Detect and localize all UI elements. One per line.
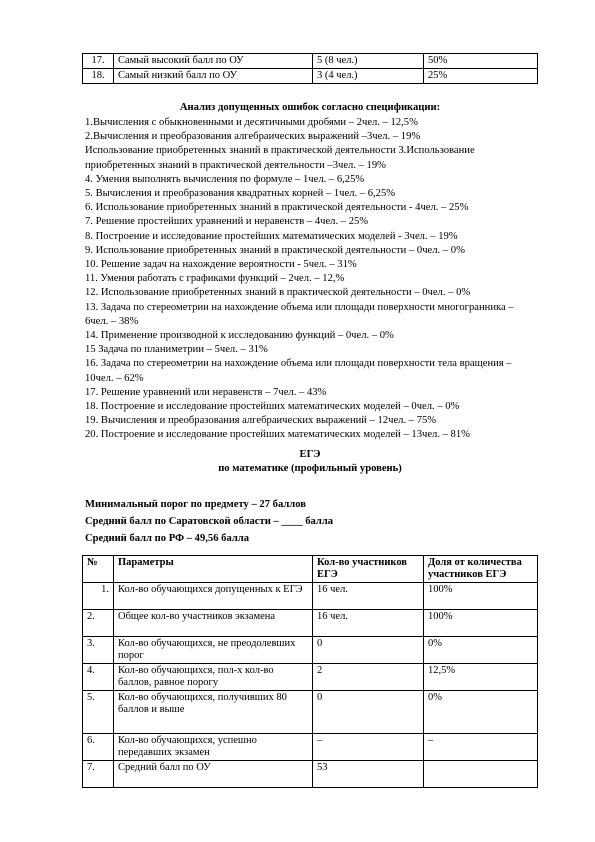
header-share: Доля от количества участников ЕГЭ bbox=[424, 556, 538, 583]
row-count: 16 чел. bbox=[313, 583, 424, 610]
row-count: 0 bbox=[313, 691, 424, 734]
list-item: 4. Умения выполнять вычисления по формуле – 1чел. – 6,25% bbox=[85, 173, 365, 185]
avg-rf: Средний балл по РФ – 49,56 балла bbox=[85, 533, 250, 544]
row-number: 17. bbox=[83, 54, 114, 69]
ege-subtitle: по математике (профильный уровень) bbox=[218, 463, 402, 474]
list-item: 7. Решение простейших уравнений и неравенств – 4чел. – 25% bbox=[85, 216, 369, 228]
row-number: 2. bbox=[83, 610, 114, 637]
list-item: 5. Вычисления и преобразования квадратных корней – 1чел. – 6,25% bbox=[85, 188, 396, 200]
row-count: 0 bbox=[313, 637, 424, 664]
row-share: 0% bbox=[424, 637, 538, 664]
table-row bbox=[83, 734, 538, 761]
table-row bbox=[83, 54, 538, 69]
table-row bbox=[83, 69, 538, 84]
row-count: 53 bbox=[313, 761, 424, 788]
row-share: 100% bbox=[424, 583, 538, 610]
list-item: 18. Построение и исследование простейших математических моделей – 0чел. – 0% bbox=[85, 401, 460, 413]
ege-heading bbox=[85, 448, 535, 476]
row-parameter: Кол-во обучающихся, успешно передавших экзамен bbox=[114, 734, 313, 761]
min-threshold: Минимальный порог по предмету – 27 баллов bbox=[85, 499, 306, 510]
row-parameter: Кол-во обучающихся, получивших 80 баллов и выше bbox=[114, 691, 313, 734]
row-parameter: Общее кол-во участников экзамена bbox=[114, 610, 313, 637]
row-number: 6. bbox=[83, 734, 114, 761]
row-number: 5. bbox=[83, 691, 114, 734]
row-share: 50% bbox=[424, 54, 538, 69]
row-parameter: Кол-во обучающихся, не преодолевших порог bbox=[114, 637, 313, 664]
row-share: 100% bbox=[424, 610, 538, 637]
list-item: 2.Вычисления и преобразования алгебраических выражений –3чел. – 19% bbox=[85, 131, 421, 143]
row-share: 25% bbox=[424, 69, 538, 84]
analysis-title: Анализ допущенных ошибок согласно спецификации: bbox=[179, 102, 441, 113]
table-row bbox=[83, 610, 538, 637]
table-row bbox=[83, 637, 538, 664]
list-item: 13. Задача по стереометрии на нахождение объема или площади поверхности многогранника – 6чел. – 38% bbox=[85, 301, 514, 327]
list-item: 15 Задача по планиметрии – 5чел. – 31% bbox=[85, 344, 268, 356]
row-parameter: Самый высокий балл по ОУ bbox=[114, 54, 313, 69]
list-item: 12. Использование приобретенных знаний в практической деятельности – 0чел. – 0% bbox=[85, 287, 471, 299]
row-value: 3 (4 чел.) bbox=[313, 69, 424, 84]
header-param: Параметры bbox=[114, 556, 313, 583]
table-row bbox=[83, 761, 538, 788]
list-item: 1.Вычисления с обыкновенными и десятичными дробями – 2чел. – 12,5% bbox=[85, 117, 418, 128]
row-count: 2 bbox=[313, 664, 424, 691]
list-item: 9. Использование приобретенных знаний в практической деятельности – 0чел. – 0% bbox=[85, 244, 465, 256]
ege-title: ЕГЭ bbox=[299, 449, 321, 460]
header-count: Кол-во участников ЕГЭ bbox=[313, 556, 424, 583]
error-analysis-list bbox=[85, 116, 535, 443]
ege-results-table bbox=[82, 555, 538, 788]
list-item: 8. Построение и исследование простейших математических моделей - 3чел. – 19% bbox=[85, 230, 458, 242]
avg-region: Средний балл по Саратовской области – ____ балла bbox=[85, 516, 334, 527]
list-item: 6. Использование приобретенных знаний в практической деятельности - 4чел. – 25% bbox=[85, 202, 469, 214]
table-row bbox=[83, 664, 538, 691]
list-item: 19. Вычисления и преобразования алгебраических выражений – 12чел. – 75% bbox=[85, 415, 437, 427]
row-share: 0% bbox=[424, 691, 538, 734]
row-parameter: Средний балл по ОУ bbox=[114, 761, 313, 788]
table-row bbox=[83, 583, 538, 610]
row-number: 18. bbox=[83, 69, 114, 84]
top-results-table bbox=[82, 53, 538, 84]
row-parameter: Кол-во обучающихся, пол-х кол-во баллов, равное порогу bbox=[114, 664, 313, 691]
row-count: 16 чел. bbox=[313, 610, 424, 637]
row-number: 4. bbox=[83, 664, 114, 691]
list-item: Использование приобретенных знаний в практической деятельности 3.Использование приобретенных знаний в практической деятельности –3чел. – 19% bbox=[85, 145, 475, 171]
list-item: 20. Построение и исследование простейших математических моделей – 13чел. – 81% bbox=[85, 429, 470, 441]
list-item: 11. Умения работать с графиками функций – 2чел. – 12,% bbox=[85, 273, 345, 285]
row-number: 3. bbox=[83, 637, 114, 664]
row-share: 12,5% bbox=[424, 664, 538, 691]
row-number: 7. bbox=[83, 761, 114, 788]
list-item: 10. Решение задач на нахождение вероятности - 5чел. – 31% bbox=[85, 259, 357, 271]
row-share bbox=[424, 761, 538, 788]
list-item: 17. Решение уравнений или неравенств – 7чел. – 43% bbox=[85, 386, 327, 398]
table-header-row bbox=[83, 556, 538, 583]
row-value: 5 (8 чел.) bbox=[313, 54, 424, 69]
list-item: 16. Задача по стереометрии на нахождение объема или площади поверхности тела вращения – 10чел. – 62% bbox=[85, 358, 512, 384]
table-row bbox=[83, 691, 538, 734]
list-item: 14. Применение производной к исследованию функций – 0чел. – 0% bbox=[85, 330, 394, 342]
row-parameter: Самый низкий балл по ОУ bbox=[114, 69, 313, 84]
header-num: № bbox=[83, 556, 114, 583]
row-parameter: Кол-во обучающихся допущенных к ЕГЭ bbox=[114, 583, 313, 610]
ege-stats bbox=[85, 496, 535, 547]
row-share: – bbox=[424, 734, 538, 761]
row-number: 1. bbox=[83, 583, 114, 610]
row-count: – bbox=[313, 734, 424, 761]
